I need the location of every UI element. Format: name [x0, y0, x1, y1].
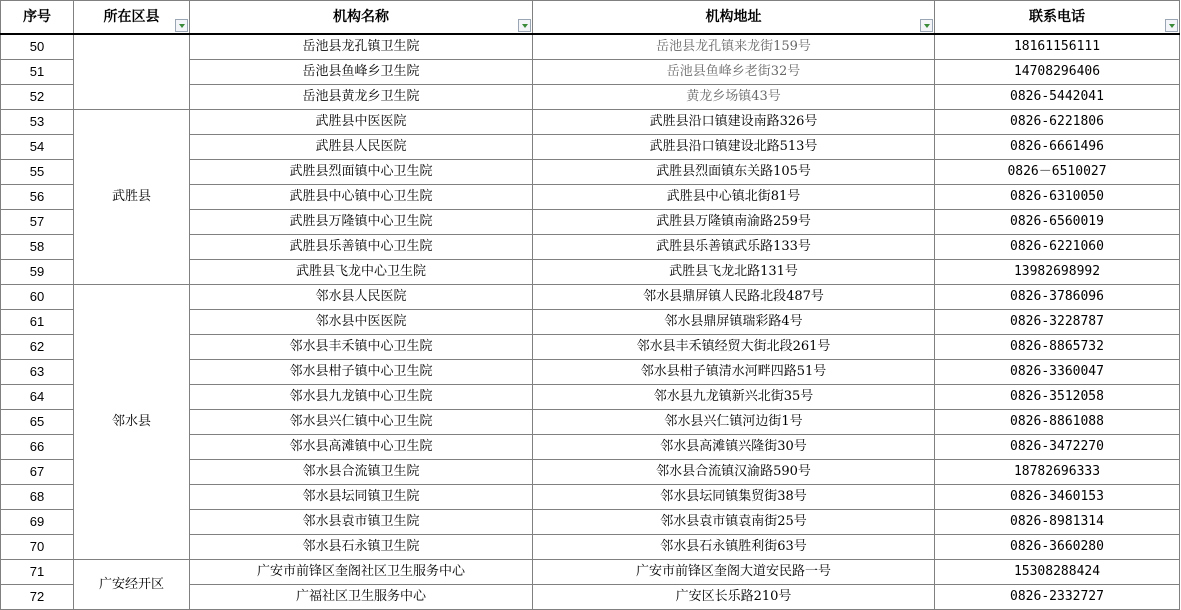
cell-name[interactable]: 邻水县高滩镇中心卫生院	[190, 435, 533, 460]
cell-name[interactable]: 武胜县万隆镇中心卫生院	[190, 210, 533, 235]
cell-phone[interactable]: 0826-6661496	[935, 135, 1180, 160]
table-row	[1, 560, 1180, 585]
cell-address[interactable]: 邻水县坛同镇集贸街38号	[533, 485, 935, 510]
cell-seq[interactable]: 68	[1, 485, 74, 510]
cell-district[interactable]: 邻水县	[74, 285, 190, 560]
cell-address[interactable]: 武胜县乐善镇武乐路133号	[533, 235, 935, 260]
cell-name[interactable]: 邻水县石永镇卫生院	[190, 535, 533, 560]
cell-seq[interactable]: 56	[1, 185, 74, 210]
cell-phone[interactable]: 15308288424	[935, 560, 1180, 585]
cell-seq[interactable]: 59	[1, 260, 74, 285]
cell-address[interactable]: 武胜县沿口镇建设北路513号	[533, 135, 935, 160]
cell-phone[interactable]: 0826-6560019	[935, 210, 1180, 235]
cell-address[interactable]: 邻水县合流镇汉渝路590号	[533, 460, 935, 485]
cell-phone[interactable]: 0826-5442041	[935, 85, 1180, 110]
header-row	[1, 1, 1180, 35]
header-phone-label: 联系电话	[1029, 9, 1085, 25]
cell-district[interactable]: 广安经开区	[74, 560, 190, 610]
table-row	[1, 110, 1180, 135]
header-address-label: 机构地址	[705, 9, 762, 25]
cell-name[interactable]: 岳池县龙孔镇卫生院	[190, 34, 533, 60]
cell-address[interactable]: 黄龙乡场镇43号	[533, 85, 935, 110]
cell-phone[interactable]: 0826-6221060	[935, 235, 1180, 260]
cell-name[interactable]: 邻水县袁市镇卫生院	[190, 510, 533, 535]
cell-address[interactable]: 岳池县龙孔镇来龙街159号	[533, 34, 935, 60]
cell-name[interactable]: 邻水县兴仁镇中心卫生院	[190, 410, 533, 435]
cell-address[interactable]: 岳池县鱼峰乡老街32号	[533, 60, 935, 85]
header-address	[533, 1, 935, 35]
cell-name[interactable]: 广福社区卫生服务中心	[190, 585, 533, 610]
filter-dropdown-icon[interactable]	[920, 19, 933, 32]
cell-seq[interactable]: 61	[1, 310, 74, 335]
cell-seq[interactable]: 55	[1, 160, 74, 185]
cell-seq[interactable]: 70	[1, 535, 74, 560]
cell-phone[interactable]: 0826-8861088	[935, 410, 1180, 435]
header-district-label: 所在区县	[103, 9, 160, 25]
cell-phone[interactable]: 0826－6510027	[935, 160, 1180, 185]
cell-seq[interactable]: 54	[1, 135, 74, 160]
cell-phone[interactable]: 0826-3512058	[935, 385, 1180, 410]
cell-address[interactable]: 邻水县丰禾镇经贸大街北段261号	[533, 335, 935, 360]
cell-phone[interactable]: 0826-6310050	[935, 185, 1180, 210]
cell-address[interactable]: 武胜县中心镇北街81号	[533, 185, 935, 210]
cell-address[interactable]: 武胜县沿口镇建设南路326号	[533, 110, 935, 135]
table-row	[1, 34, 1180, 60]
cell-address[interactable]: 邻水县袁市镇袁南街25号	[533, 510, 935, 535]
cell-address[interactable]: 武胜县飞龙北路131号	[533, 260, 935, 285]
cell-seq[interactable]: 53	[1, 110, 74, 135]
cell-address[interactable]: 邻水县鼎屏镇人民路北段487号	[533, 285, 935, 310]
cell-address[interactable]: 邻水县鼎屏镇瑞彩路4号	[533, 310, 935, 335]
cell-name[interactable]: 邻水县人民医院	[190, 285, 533, 310]
cell-seq[interactable]: 51	[1, 60, 74, 85]
cell-seq[interactable]: 71	[1, 560, 74, 585]
cell-name[interactable]: 邻水县丰禾镇中心卫生院	[190, 335, 533, 360]
cell-phone[interactable]: 0826-8865732	[935, 335, 1180, 360]
table-row	[1, 285, 1180, 310]
cell-name[interactable]: 岳池县鱼峰乡卫生院	[190, 60, 533, 85]
cell-phone[interactable]: 0826-3660280	[935, 535, 1180, 560]
header-name-label: 机构名称	[333, 9, 389, 25]
cell-name[interactable]: 武胜县人民医院	[190, 135, 533, 160]
cell-seq[interactable]: 57	[1, 210, 74, 235]
cell-name[interactable]: 岳池县黄龙乡卫生院	[190, 85, 533, 110]
cell-name[interactable]: 武胜县烈面镇中心卫生院	[190, 160, 533, 185]
cell-seq[interactable]: 62	[1, 335, 74, 360]
header-seq	[1, 1, 74, 35]
table-body	[1, 34, 1180, 610]
cell-phone[interactable]: 0826-3360047	[935, 360, 1180, 385]
cell-address[interactable]: 武胜县烈面镇东关路105号	[533, 160, 935, 185]
cell-name[interactable]: 邻水县坛同镇卫生院	[190, 485, 533, 510]
cell-name[interactable]: 邻水县柑子镇中心卫生院	[190, 360, 533, 385]
table-header	[1, 1, 1180, 35]
cell-phone[interactable]: 0826-3472270	[935, 435, 1180, 460]
cell-address[interactable]: 武胜县万隆镇南渝路259号	[533, 210, 935, 235]
cell-district[interactable]	[74, 34, 190, 110]
header-district	[74, 1, 190, 35]
cell-phone[interactable]: 18161156111	[935, 34, 1180, 60]
cell-address[interactable]: 邻水县兴仁镇河边街1号	[533, 410, 935, 435]
filter-dropdown-icon[interactable]	[175, 19, 188, 32]
cell-phone[interactable]: 0826-3228787	[935, 310, 1180, 335]
cell-address[interactable]: 邻水县九龙镇新兴北街35号	[533, 385, 935, 410]
cell-name[interactable]: 武胜县乐善镇中心卫生院	[190, 235, 533, 260]
cell-seq[interactable]: 64	[1, 385, 74, 410]
cell-seq[interactable]: 58	[1, 235, 74, 260]
cell-phone[interactable]: 0826-2332727	[935, 585, 1180, 610]
cell-seq[interactable]: 52	[1, 85, 74, 110]
cell-phone[interactable]: 0826-3460153	[935, 485, 1180, 510]
filter-dropdown-icon[interactable]	[1165, 19, 1178, 32]
cell-address[interactable]: 邻水县高滩镇兴隆街30号	[533, 435, 935, 460]
cell-seq[interactable]: 63	[1, 360, 74, 385]
cell-address[interactable]: 广安市前锋区奎阁大道安民路一号	[533, 560, 935, 585]
cell-name[interactable]: 武胜县飞龙中心卫生院	[190, 260, 533, 285]
cell-phone[interactable]: 0826-3786096	[935, 285, 1180, 310]
cell-phone[interactable]: 18782696333	[935, 460, 1180, 485]
cell-address[interactable]: 广安区长乐路210号	[533, 585, 935, 610]
cell-address[interactable]: 邻水县柑子镇清水河畔四路51号	[533, 360, 935, 385]
cell-phone[interactable]: 0826-6221806	[935, 110, 1180, 135]
cell-name[interactable]: 广安市前锋区奎阁社区卫生服务中心	[190, 560, 533, 585]
cell-name[interactable]: 武胜县中心镇中心卫生院	[190, 185, 533, 210]
cell-seq[interactable]: 65	[1, 410, 74, 435]
header-name	[190, 1, 533, 35]
filter-dropdown-icon[interactable]	[518, 19, 531, 32]
cell-district[interactable]: 武胜县	[74, 110, 190, 285]
cell-phone[interactable]: 0826-8981314	[935, 510, 1180, 535]
cell-address[interactable]: 邻水县石永镇胜利街63号	[533, 535, 935, 560]
cell-phone[interactable]: 13982698992	[935, 260, 1180, 285]
header-phone	[935, 1, 1180, 35]
cell-seq[interactable]: 50	[1, 34, 74, 60]
cell-seq[interactable]: 66	[1, 435, 74, 460]
header-seq-label: 序号	[23, 9, 51, 25]
cell-phone[interactable]: 14708296406	[935, 60, 1180, 85]
cell-seq[interactable]: 72	[1, 585, 74, 610]
cell-name[interactable]: 武胜县中医医院	[190, 110, 533, 135]
cell-seq[interactable]: 69	[1, 510, 74, 535]
cell-name[interactable]: 邻水县中医医院	[190, 310, 533, 335]
cell-name[interactable]: 邻水县合流镇卫生院	[190, 460, 533, 485]
cell-name[interactable]: 邻水县九龙镇中心卫生院	[190, 385, 533, 410]
cell-seq[interactable]: 60	[1, 285, 74, 310]
cell-seq[interactable]: 67	[1, 460, 74, 485]
